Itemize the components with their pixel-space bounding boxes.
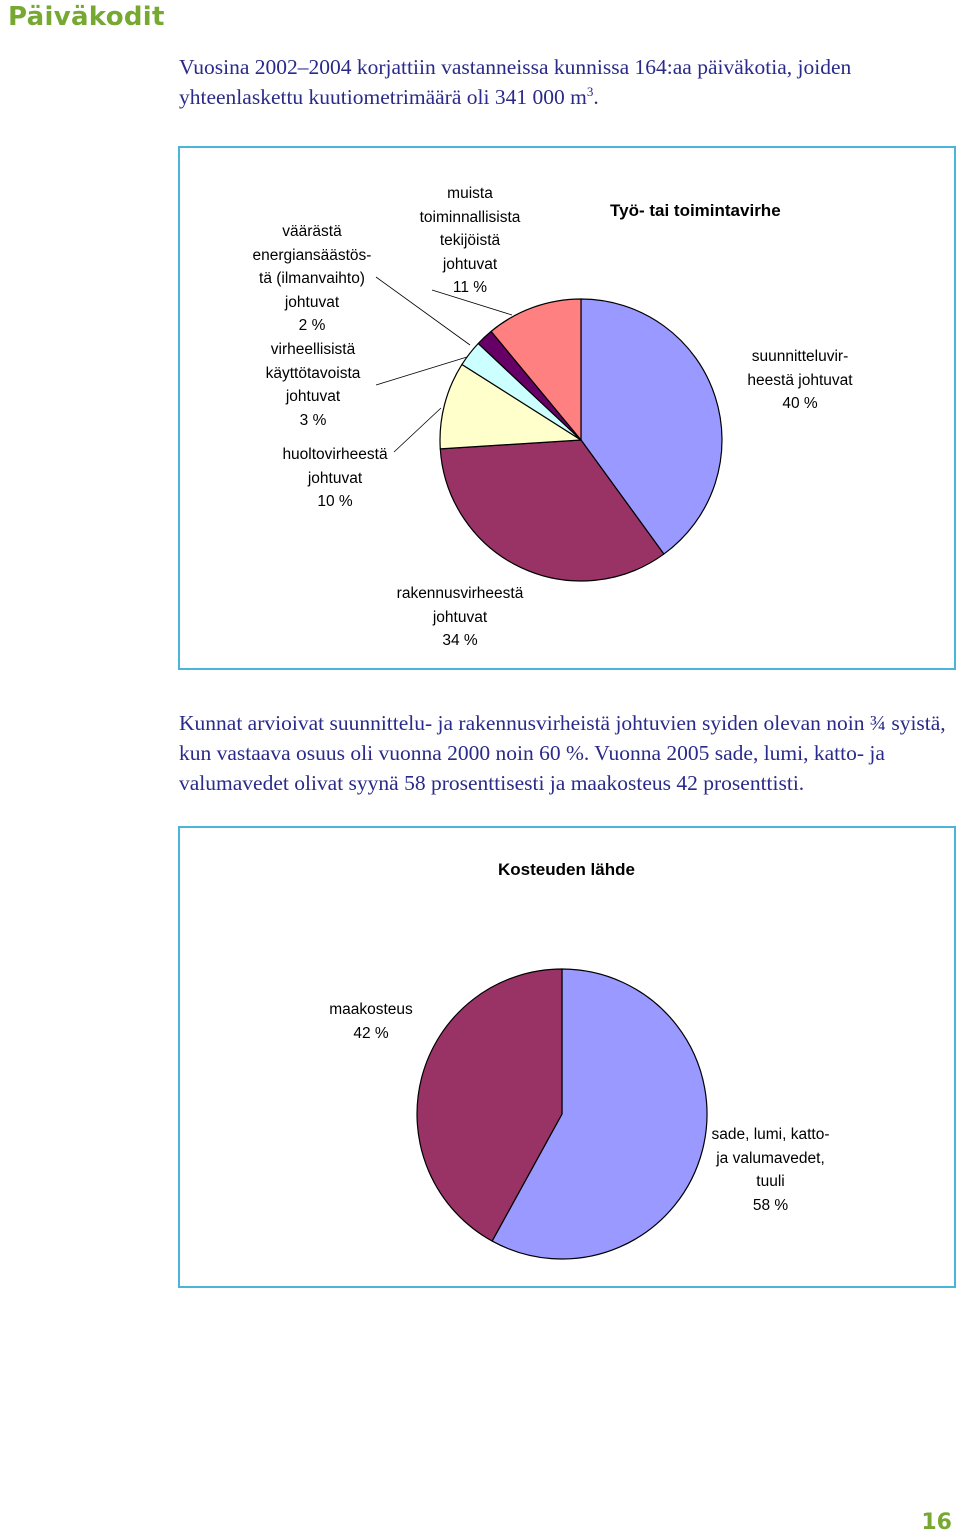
label-muista: muista toiminnallisista tekijöistä johtuvat 11 % — [419, 185, 521, 296]
middle-paragraph: Kunnat arvioivat suunnittelu- ja rakennusvirheistä johtuvien syiden olevan noin ¾ syistä, kun vastaava osuus oli vuonna 2000 noin 60 %. Vuonna 2005 sade, lumi, katto- ja valumavedet olivat syynä 58 prosenttisesti ja maakosteus 42 prosenttisti. — [179, 711, 946, 795]
intro-end: . — [593, 85, 599, 109]
label-suunnittelu: suunnitteluvir- heestä johtuvat 40 % — [747, 348, 853, 412]
label-energia: väärästä energiansäästös- tä (ilmanvaihto) johtuvat 2 % — [252, 223, 372, 334]
chart2-title: Kosteuden lähde — [498, 860, 635, 879]
label-sade: sade, lumi, katto- ja valumavedet, tuuli 58 % — [711, 1126, 830, 1214]
intro-text: Vuosina 2002–2004 korjattiin vastanneissa kunnissa 164:aa päiväkotia, joiden yhteenlaskettu kuutiometrimäärä oli 341 000 m — [179, 55, 852, 109]
chart1-title: Työ- tai toimintavirhe — [610, 201, 781, 220]
label-kaytto: virheellisistä käyttötavoista johtuvat 3 % — [265, 341, 361, 429]
label-maakosteus: maakosteus 42 % — [329, 1001, 413, 1042]
page-number: 16 — [921, 1510, 952, 1535]
label-rakennus: rakennusvirheestä johtuvat 34 % — [396, 585, 524, 649]
label-huolto: huoltovirheestä johtuvat 10 % — [282, 446, 388, 510]
intro-superscript: 3 — [586, 83, 594, 99]
section-title: Päiväkodit — [8, 2, 165, 32]
